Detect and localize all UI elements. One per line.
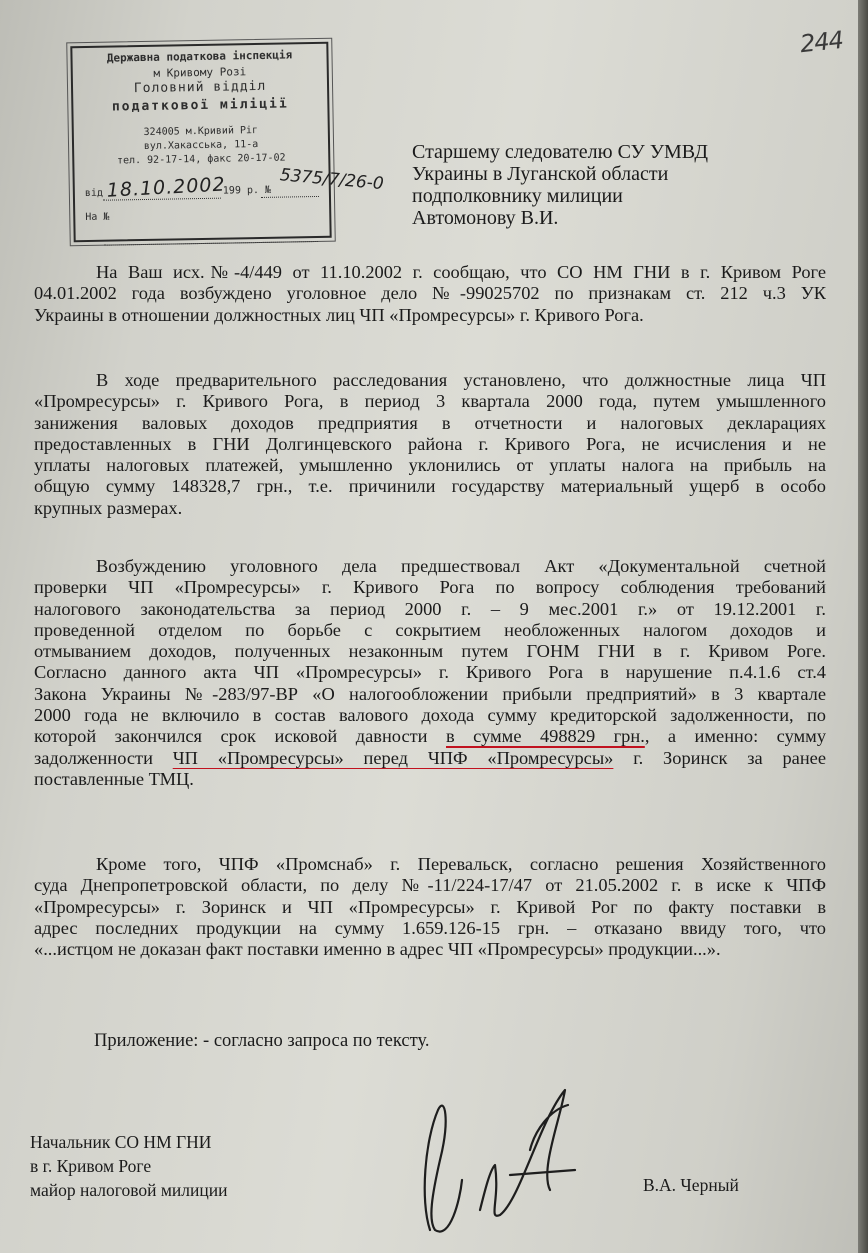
signer-block bbox=[30, 1130, 228, 1202]
text-line: Украины в отношении должностных лиц ЧП «Промресурсы» г. Кривого Рога. bbox=[34, 304, 644, 325]
text-line: поставленные ТМЦ. bbox=[34, 768, 194, 789]
stamp-year-suffix: 199 р. № bbox=[222, 184, 272, 197]
addressee-line: Украины в Луганской области bbox=[412, 163, 669, 185]
handwritten-signature bbox=[390, 1080, 590, 1250]
addressee-line: подполковнику милиции bbox=[412, 185, 623, 207]
text-segment: г. Зоринск за ранее bbox=[613, 747, 826, 768]
stamp-line-4: податкової міліції bbox=[111, 96, 289, 115]
text-line: отмыванием доходов, полученных незаконным путем ГОНМ ГНИ в г. Кривом Роге. bbox=[34, 641, 826, 662]
text-line: уплаты налоговых платежей, умышленно уклонились от уплаты налога на прибыль на bbox=[34, 455, 826, 476]
text-line: суда Днепропетровской области, по делу №-11/224-17/47 от 21.05.2002 г. в иске к ЧПФ bbox=[34, 875, 826, 896]
stamp-date-prefix: від bbox=[84, 187, 104, 200]
text-line: крупных размерах. bbox=[34, 497, 183, 518]
text-line: 04.01.2002 года возбуждено уголовное дело №-99025702 по признакам ст. 212 ч.3 УК bbox=[34, 283, 826, 304]
registration-stamp bbox=[70, 42, 385, 242]
stamp-line-6: вул.Хакасська, 11-а bbox=[143, 139, 259, 152]
stamp-handwritten-ref: 5375/7/26-0 bbox=[279, 165, 385, 195]
addressee-line: Старшему следователю СУ УМВД bbox=[412, 141, 708, 163]
text-line: «...истцом не доказан факт поставки именно в адрес ЧП «Промресурсы» продукции...». bbox=[34, 939, 721, 960]
stamp-line-7: тел. 92-17-14, факс 20-17-02 bbox=[116, 152, 286, 167]
highlighted-parties: ЧП «Промресурсы» перед ЧПФ «Промресурсы» bbox=[172, 747, 614, 768]
stamp-number-line bbox=[261, 196, 319, 198]
text-segment: которой закончился срок исковой давности bbox=[34, 726, 446, 747]
text-line: В ходе предварительного расследования установлено, что должностные лица ЧП bbox=[96, 370, 826, 390]
text-line: налогового законодательства за период 2000 г. – 9 мес.2001 г.» от 19.12.2001 г. bbox=[34, 598, 826, 619]
signer-title-2: в г. Кривом Роге bbox=[30, 1156, 152, 1176]
text-line: Согласно данного акта ЧП «Промресурсы» г. Кривого Рога в нарушение п.4.1.6 ст.4 bbox=[34, 662, 826, 683]
text-line: 2000 года не включило в состав валового дохода сумму кредиторской задолженности, по bbox=[34, 705, 826, 726]
stamp-line-3: Головний відділ bbox=[133, 78, 267, 97]
paragraph-2 bbox=[34, 370, 826, 519]
text-segment: , а именно: сумму bbox=[644, 726, 826, 747]
addressee-block bbox=[412, 141, 708, 229]
highlighted-sum: в сумме 498829 грн. bbox=[446, 726, 645, 747]
text-line: адрес последних продукции на сумму 1.659.126-15 грн. – отказано ввиду того, что bbox=[34, 917, 826, 938]
text-line: «Промресурсы» г. Зоринск и ЧП «Промресурсы» г. Кривой Рог по факту поставки в bbox=[34, 896, 826, 917]
text-line: проведенной отделом по борьбе с сокрытием необложенных налогом доходов и bbox=[34, 619, 826, 640]
text-line: Кроме того, ЧПФ «Промснаб» г. Перевальск, согласно решения Хозяйственного bbox=[96, 854, 826, 874]
signer-title-3: майор налоговой милиции bbox=[30, 1180, 228, 1200]
signer-title-1: Начальник СО НМ ГНИ bbox=[30, 1132, 212, 1152]
stamp-line-5: 324005 м.Кривий Ріг bbox=[143, 125, 259, 138]
stamp-line-1: Державна податкова інспекція bbox=[106, 48, 293, 65]
stamp-line-2: м Кривому Розі bbox=[153, 65, 247, 80]
text-line: Закона Украины №-283/97-ВР «О налогообложении прибыли предприятий» в 3 квартале bbox=[34, 683, 826, 704]
page-edge-shadow bbox=[858, 0, 868, 1253]
text-line: Возбуждению уголовного дела предшествовал Акт «Документальной счетной bbox=[96, 556, 826, 576]
paragraph-4 bbox=[34, 854, 826, 960]
attachment-note: Приложение: - согласно запроса по тексту. bbox=[94, 1031, 430, 1051]
text-line bbox=[34, 748, 826, 769]
text-line: предоставленных в ГНИ Долгинцевского района г. Кривого Рога, не исчисления и не bbox=[34, 433, 826, 454]
stamp-handwritten-date: 18.10.2002 bbox=[106, 173, 227, 202]
text-line: занижения валовых доходов предприятия в отчетности и налоговых декларациях bbox=[34, 412, 826, 433]
signer-name: В.А. Черный bbox=[643, 1175, 739, 1195]
text-line: проверки ЧП «Промресурсы» г. Кривого Рога по вопросу соблюдения требований bbox=[34, 577, 826, 598]
text-line: общую сумму 148328,7 грн., т.е. причинили государству материальный ущерб в особо bbox=[34, 476, 826, 497]
text-line bbox=[34, 726, 826, 747]
page-number-handwritten: 244 bbox=[798, 25, 845, 59]
text-line: На Ваш исх.№-4/449 от 11.10.2002 г. сообщаю, что СО НМ ГНИ в г. Кривом Роге bbox=[96, 262, 826, 282]
text-line: «Промресурсы» г. Кривого Рога, в период 3 квартала 2000 года, путем умышленного bbox=[34, 391, 826, 412]
stamp-reference-line bbox=[103, 220, 317, 246]
paragraph-3 bbox=[34, 556, 826, 790]
stamp-reference-label: На № bbox=[85, 211, 110, 224]
paragraph-1 bbox=[34, 262, 826, 326]
stamp-reference-row bbox=[81, 208, 321, 224]
text-segment: задолженности bbox=[34, 747, 173, 768]
addressee-line: Автомонову В.И. bbox=[412, 207, 559, 229]
